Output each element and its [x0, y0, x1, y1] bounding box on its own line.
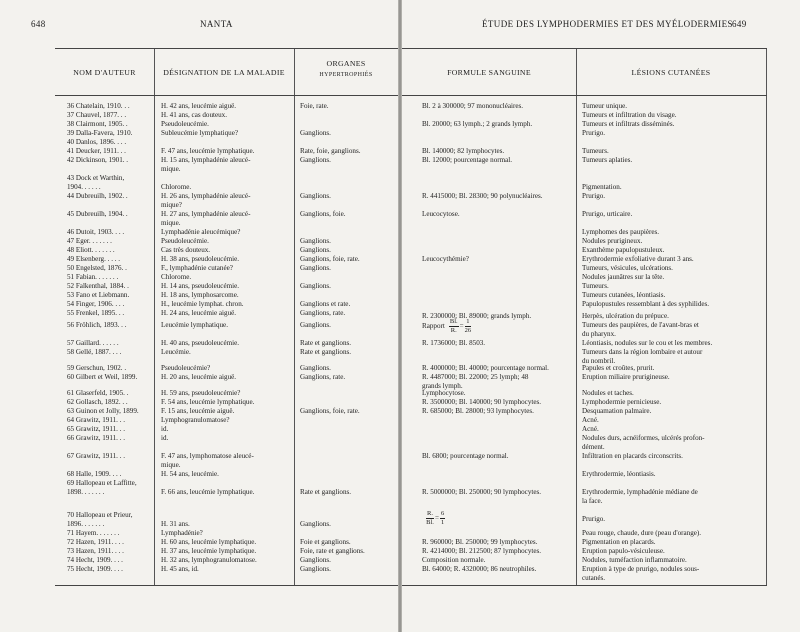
organs-cell: Rate et ganglions.: [300, 488, 352, 497]
author-cell: 54 Finger, 1906. . . .: [67, 300, 125, 308]
skin-lesion-cell: Tumeur unique.: [582, 102, 628, 110]
organs-cell: Foie, rate et ganglions.: [300, 547, 365, 555]
organs-cell: Ganglions.: [300, 556, 331, 564]
disease-cell: H. 41 ans, cas douteux.: [161, 111, 227, 119]
blood-formula-cell: R. 3500000; Bl. 140000; 90 lymphocytes.: [422, 398, 542, 406]
blood-formula-cell: Composition normale.: [422, 556, 486, 564]
skin-lesion-cell: Eruption miliaire prurigineuse.: [582, 373, 670, 381]
author-cell: 46 Dutoit, 1903. . . .: [67, 228, 125, 236]
blood-formula-cell: R. 960000; Bl. 250000; 99 lymphocytes.: [422, 538, 538, 546]
disease-cell: Leucémie.: [161, 348, 191, 356]
skin-lesion-cell: Pigmentation.: [582, 183, 622, 191]
skin-lesion-cell: Nodules jaunâtres sur la tête.: [582, 273, 665, 281]
author-cell: 43 Dock et Warthin, 1904. . . . . .: [67, 174, 125, 192]
col-header-skin: LÉSIONS CUTANÉES: [631, 68, 711, 77]
skin-lesion-cell: Pigmentation en placards.: [582, 538, 656, 546]
author-cell: 41 Deucker, 1911. . .: [67, 147, 126, 155]
disease-cell: H. 45 ans, id.: [161, 565, 199, 573]
disease-cell: id.: [161, 425, 169, 433]
author-cell: 66 Grawitz, 1911. . .: [67, 434, 126, 442]
organs-cell: Foie, rate.: [300, 102, 329, 110]
organs-cell: Foie et ganglions.: [300, 538, 351, 546]
disease-cell: H. 54 ans, leucémie.: [161, 470, 219, 478]
author-cell: 50 Engelsted, 1876. .: [67, 264, 127, 272]
skin-lesion-cell: Lymphomes des paupières.: [582, 228, 660, 236]
author-cell: 36 Chatelain, 1910. . .: [67, 102, 130, 110]
author-cell: 49 Elsenberg. . . . .: [67, 255, 121, 263]
blood-formula-cell: R. 4214000; Bl. 212500; 87 lymphocytes.: [422, 547, 542, 555]
disease-cell: H. 38 ans, pseudoleucémie.: [161, 255, 240, 263]
blood-formula-cell: [422, 510, 575, 527]
disease-cell: H. 37 ans, leucémie lymphatique.: [161, 547, 257, 555]
disease-cell: Cas très douteux.: [161, 246, 211, 254]
disease-cell: H., leucémie lymphat. chron.: [161, 300, 244, 308]
skin-lesion-cell: Tumeurs et infiltrats disséminés.: [582, 120, 675, 128]
disease-cell: H. 59 ans, pseudoleucémie?: [161, 389, 241, 397]
organs-cell: Ganglions, foie, rate.: [300, 255, 360, 263]
author-cell: 72 Hazen, 1911. . . .: [67, 538, 124, 546]
skin-lesion-cell: Tumeurs.: [582, 282, 609, 290]
disease-cell: Subleucémie lymphatique?: [161, 129, 239, 137]
numerator: 1: [466, 318, 470, 325]
skin-lesion-cell: Prurigo, urticaire.: [582, 210, 633, 218]
organs-cell: Ganglions, rate.: [300, 309, 346, 317]
skin-lesion-cell: Léontiasis, nodules sur le cou et les membres.: [582, 339, 713, 347]
blood-formula-cell: Lymphocytose.: [422, 389, 466, 397]
disease-cell: Chlorome.: [161, 183, 192, 192]
skin-lesion-cell: Acné.: [582, 425, 599, 433]
disease-cell: Pseudoleucémie.: [161, 237, 209, 245]
numerator: Bl.: [449, 318, 458, 325]
organs-cell: Ganglions et rate.: [300, 300, 351, 308]
fraction: [465, 318, 472, 335]
organs-cell: Rate et ganglions.: [300, 339, 352, 347]
left-table: [55, 48, 398, 586]
blood-formula-cell: R. 4000000; Bl. 40000; pourcentage normal.: [422, 364, 549, 372]
denominator: R.: [450, 327, 457, 334]
skin-lesion-cell: Nodules, tuméfaction inflammatoire.: [582, 556, 687, 564]
blood-formula-cell: Bl. 6800; pourcentage normal.: [422, 452, 509, 460]
skin-lesion-cell: Lymphodermie pernicieuse.: [582, 398, 662, 406]
disease-cell: H. 15 ans, lymphadénie aleucé- mique.: [161, 156, 251, 174]
skin-lesion-cell: Erythrodermie, léontiasis.: [582, 470, 656, 478]
blood-formula-cell: Rapport $\frac{Bl.}{R.}$ = $\frac{1}{26}$: [422, 318, 472, 334]
denominator: 1: [440, 519, 445, 526]
disease-cell: H. 20 ans, leucémie aiguë.: [161, 373, 237, 381]
author-cell: 70 Hallopeau et Prieur, 1896. . . . . . .: [67, 511, 133, 529]
author-cell: 47 Eger. . . . . . .: [67, 237, 112, 245]
disease-cell: H. 60 ans, leucémie lymphatique.: [161, 538, 257, 546]
author-cell: 69 Hallopeau et Laffitte, 1898. . . . . . .: [67, 479, 137, 497]
skin-lesion-cell: Acné.: [582, 416, 599, 424]
right-table: [402, 48, 767, 586]
author-cell: 62 Gollasch, 1892. . .: [67, 398, 128, 406]
col-header-organs-title: ORGANES: [326, 59, 366, 68]
skin-lesion-cell: Infiltration en placards circonscrits.: [582, 452, 683, 460]
organs-cell: Ganglions, foie, rate.: [300, 407, 360, 415]
organs-cell: Rate et ganglions.: [300, 348, 352, 356]
author-cell: 75 Hecht, 1909. . . .: [67, 565, 123, 573]
skin-lesion-cell: Eruption à type de prurigo, nodules sous- cutanés.: [582, 565, 700, 583]
blood-formula-cell: R. 4415000; Bl. 28300; 90 polynucléaires.: [422, 192, 543, 200]
disease-cell: H. 42 ans, leucémie aiguë.: [161, 102, 237, 110]
author-cell: 40 Danlos, 1896. . . .: [67, 138, 127, 146]
author-cell: 38 Clairmont, 1905. .: [67, 120, 128, 128]
denominator: 26: [464, 327, 472, 334]
author-cell: 39 Dalla-Favera, 1910.: [67, 129, 133, 137]
blood-formula-cell: Bl. 12000; pourcentage normal.: [422, 156, 513, 164]
blood-formula-cell: Leucocytose.: [422, 210, 460, 218]
col-header-organs-sub: HYPERTROPHIÉS: [319, 72, 373, 78]
author-cell: 60 Gilbert et Weil, 1899.: [67, 373, 138, 381]
numerator: 6: [440, 510, 445, 517]
ratio-formula: [425, 510, 446, 526]
blood-formula-cell: R. 685000; Bl. 28000; 93 lymphocytes.: [422, 407, 534, 415]
author-cell: 37 Chauvel, 1877. . .: [67, 111, 127, 119]
skin-lesion-cell: Tumeurs et infiltration du visage.: [582, 111, 677, 119]
disease-cell: F. 15 ans, leucémie aiguë.: [161, 407, 235, 415]
author-cell: 65 Grawitz, 1911. . .: [67, 425, 126, 433]
organs-cell: Ganglions.: [300, 129, 331, 137]
organs-cell: Ganglions.: [300, 520, 331, 529]
col-header-author: NOM D'AUTEUR: [73, 68, 136, 77]
disease-cell: H. 32 ans, lymphogranulomatose.: [161, 556, 257, 564]
blood-formula-cell: R. 1736000; Bl. 8503.: [422, 339, 486, 347]
disease-cell: Leucémie lymphatique.: [161, 321, 228, 329]
author-cell: 45 Dubreuilh, 1904. .: [67, 210, 128, 218]
blood-formula-cell: Leucocythémie?: [422, 255, 469, 263]
disease-cell: H. 40 ans, pseudoleucémie.: [161, 339, 240, 347]
right-page: [402, 0, 800, 632]
blood-formula-cell: R. 2300000; Bl. 89000; grands lymph.: [422, 312, 532, 320]
skin-lesion-cell: Prurigo.: [582, 192, 606, 200]
skin-lesion-cell: Prurigo.: [582, 515, 606, 523]
organs-cell: Ganglions.: [300, 282, 331, 290]
numerator: R.: [427, 510, 433, 517]
organs-cell: Ganglions.: [300, 264, 331, 272]
blood-formula-cell: Bl. 64000; R. 4320000; 86 neutrophiles.: [422, 565, 537, 573]
disease-cell: H. 24 ans, leucémie aiguë.: [161, 309, 237, 317]
fraction: [440, 510, 445, 527]
disease-cell: F. 54 ans, leucémie lymphatique.: [161, 398, 255, 406]
organs-cell: Rate, foie, ganglions.: [300, 147, 361, 155]
organs-cell: Ganglions.: [300, 156, 331, 164]
author-cell: 73 Hazen, 1911. . . .: [67, 547, 124, 555]
author-cell: 61 Glaserfeld, 1905. .: [67, 389, 129, 397]
skin-lesion-cell: Tumeurs, vésicules, ulcérations.: [582, 264, 673, 272]
skin-lesion-cell: Herpès, ulcération du prépuce.: [582, 312, 669, 320]
page-number-right: 649: [732, 19, 747, 29]
skin-lesion-cell: Tumeurs.: [582, 147, 609, 155]
author-cell: 44 Dubreuilh, 1902. .: [67, 192, 128, 200]
disease-cell: F. 47 ans, leucémie lymphatique.: [161, 147, 255, 155]
author-cell: 68 Halle, 1909. . . .: [67, 470, 122, 478]
left-page: [0, 0, 398, 632]
equals-sign: =: [434, 514, 439, 523]
organs-cell: Ganglions, foie.: [300, 210, 346, 218]
author-cell: 42 Dickinson, 1901. .: [67, 156, 129, 164]
blood-formula-cell: R. 4487000; Bl. 22000; 25 lymph; 48 grands lymph.: [422, 373, 529, 391]
disease-cell: F. 47 ans, lymphomatose aleucé- mique.: [161, 452, 254, 470]
skin-lesion-cell: Papules et croûtes, prurit.: [582, 364, 655, 372]
fraction: [426, 510, 434, 527]
disease-cell: Lymphogranulomatose?: [161, 416, 230, 424]
col-header-blood: FORMULE SANGUINE: [447, 68, 531, 77]
skin-lesion-cell: Tumeurs aplaties.: [582, 156, 633, 164]
blood-formula-cell: Bl. 140000; 82 lymphocytes.: [422, 147, 505, 155]
skin-lesion-cell: Desquamation palmaire.: [582, 407, 652, 415]
blood-formula-cell: R. 5000000; Bl. 250000; 90 lymphocytes.: [422, 488, 542, 496]
author-cell: 67 Grawitz, 1911. . .: [67, 452, 126, 460]
author-cell: 58 Gellé, 1887. . . .: [67, 348, 122, 356]
right-table-body: [402, 49, 767, 585]
skin-lesion-cell: Tumeurs cutanées, léontiasis.: [582, 291, 666, 299]
disease-cell: H. 26 ans, lymphadénie aleucé- mique?: [161, 192, 251, 210]
skin-lesion-cell: Prurigo.: [582, 129, 606, 137]
skin-lesion-cell: Tumeurs dans la région lombaire et autour du nombril.: [582, 348, 703, 366]
author-cell: 74 Hecht, 1909. . . .: [67, 556, 123, 564]
equals-sign: =: [459, 322, 464, 331]
page-number-left: 648: [31, 19, 46, 29]
author-cell: 52 Falkenthal, 1884. .: [67, 282, 129, 290]
author-cell: 57 Gaillard. . . . . .: [67, 339, 119, 347]
disease-cell: Lymphadénie?: [161, 529, 203, 537]
organs-cell: Ganglions.: [300, 246, 331, 254]
organs-cell: Ganglions, rate.: [300, 373, 346, 381]
organs-cell: Ganglions.: [300, 321, 331, 329]
author-cell: 51 Fabian. . . . . . .: [67, 273, 119, 281]
skin-lesion-cell: Exanthème papulopustuleux.: [582, 246, 665, 254]
author-cell: 59 Gerschun, 1902. .: [67, 364, 127, 372]
left-table-body: [55, 49, 398, 585]
disease-cell: H. 31 ans.: [161, 520, 190, 529]
disease-cell: H. 14 ans, pseudoleucémie.: [161, 282, 240, 290]
denominator: Bl.: [426, 519, 434, 526]
author-cell: 55 Frenkel, 1895. . .: [67, 309, 125, 317]
disease-cell: Lymphadénie aleucémique?: [161, 228, 241, 236]
organs-cell: Ganglions.: [300, 364, 331, 372]
disease-cell: Chlorome.: [161, 273, 192, 281]
disease-cell: H. 27 ans, lymphadénie aleucé- mique.: [161, 210, 251, 228]
skin-lesion-cell: Peau rouge, chaude, dure (peau d'orange).: [582, 529, 702, 537]
skin-lesion-cell: Erythrodermie exfoliative durant 3 ans.: [582, 255, 694, 263]
blood-formula-cell: Bl. 20000; 63 lymph.; 2 grands lymph.: [422, 120, 533, 128]
disease-cell: F. 66 ans, leucémie lymphatique.: [161, 488, 255, 497]
disease-cell: Pseudoleucémie?: [161, 364, 211, 372]
author-cell: 53 Fano et Liebmann.: [67, 291, 130, 299]
blood-formula-cell: Bl. 2 à 300000; 97 mononucléaires.: [422, 102, 524, 110]
skin-lesion-cell: Nodules durs, acnéiformes, ulcérés profon- dément.: [582, 434, 705, 452]
author-cell: 63 Guinon et Jolly, 1899.: [67, 407, 139, 415]
disease-cell: H. 18 ans, lymphosarcome.: [161, 291, 239, 299]
col-header-disease: DÉSIGNATION DE LA MALADIE: [163, 68, 285, 77]
author-cell: 56 Fröhlich, 1893. . .: [67, 321, 127, 329]
disease-cell: F., lymphadénie cutanée?: [161, 264, 233, 272]
fraction: [449, 318, 459, 335]
skin-lesion-cell: Tumeurs des paupières, de l'avant-bras et du pharynx.: [582, 321, 699, 339]
organs-cell: Ganglions.: [300, 237, 331, 245]
skin-lesion-cell: Papulopustules ressemblant à des syphilides.: [582, 300, 710, 308]
skin-lesion-cell: Eruption papulo-vésiculeuse.: [582, 547, 665, 555]
running-head-left: NANTA: [200, 19, 233, 29]
ratio-formula: [448, 318, 472, 334]
disease-cell: id.: [161, 434, 169, 442]
organs-cell: Ganglions.: [300, 192, 331, 200]
skin-lesion-cell: Nodules prurigineux.: [582, 237, 643, 245]
author-cell: 64 Grawitz, 1911. . .: [67, 416, 126, 424]
disease-cell: Pseudoleucémie.: [161, 120, 209, 128]
author-cell: 71 Hayem. . . . . . .: [67, 529, 120, 537]
organs-cell: Ganglions.: [300, 565, 331, 573]
author-cell: 48 Eliott. . . . . . .: [67, 246, 115, 254]
running-head-right: ÉTUDE DES LYMPHODERMIES ET DES MYÉLODERMIES: [482, 19, 733, 29]
skin-lesion-cell: Erythrodermie, lymphadénie médiane de la face.: [582, 488, 698, 506]
skin-lesion-cell: Nodules et taches.: [582, 389, 634, 397]
